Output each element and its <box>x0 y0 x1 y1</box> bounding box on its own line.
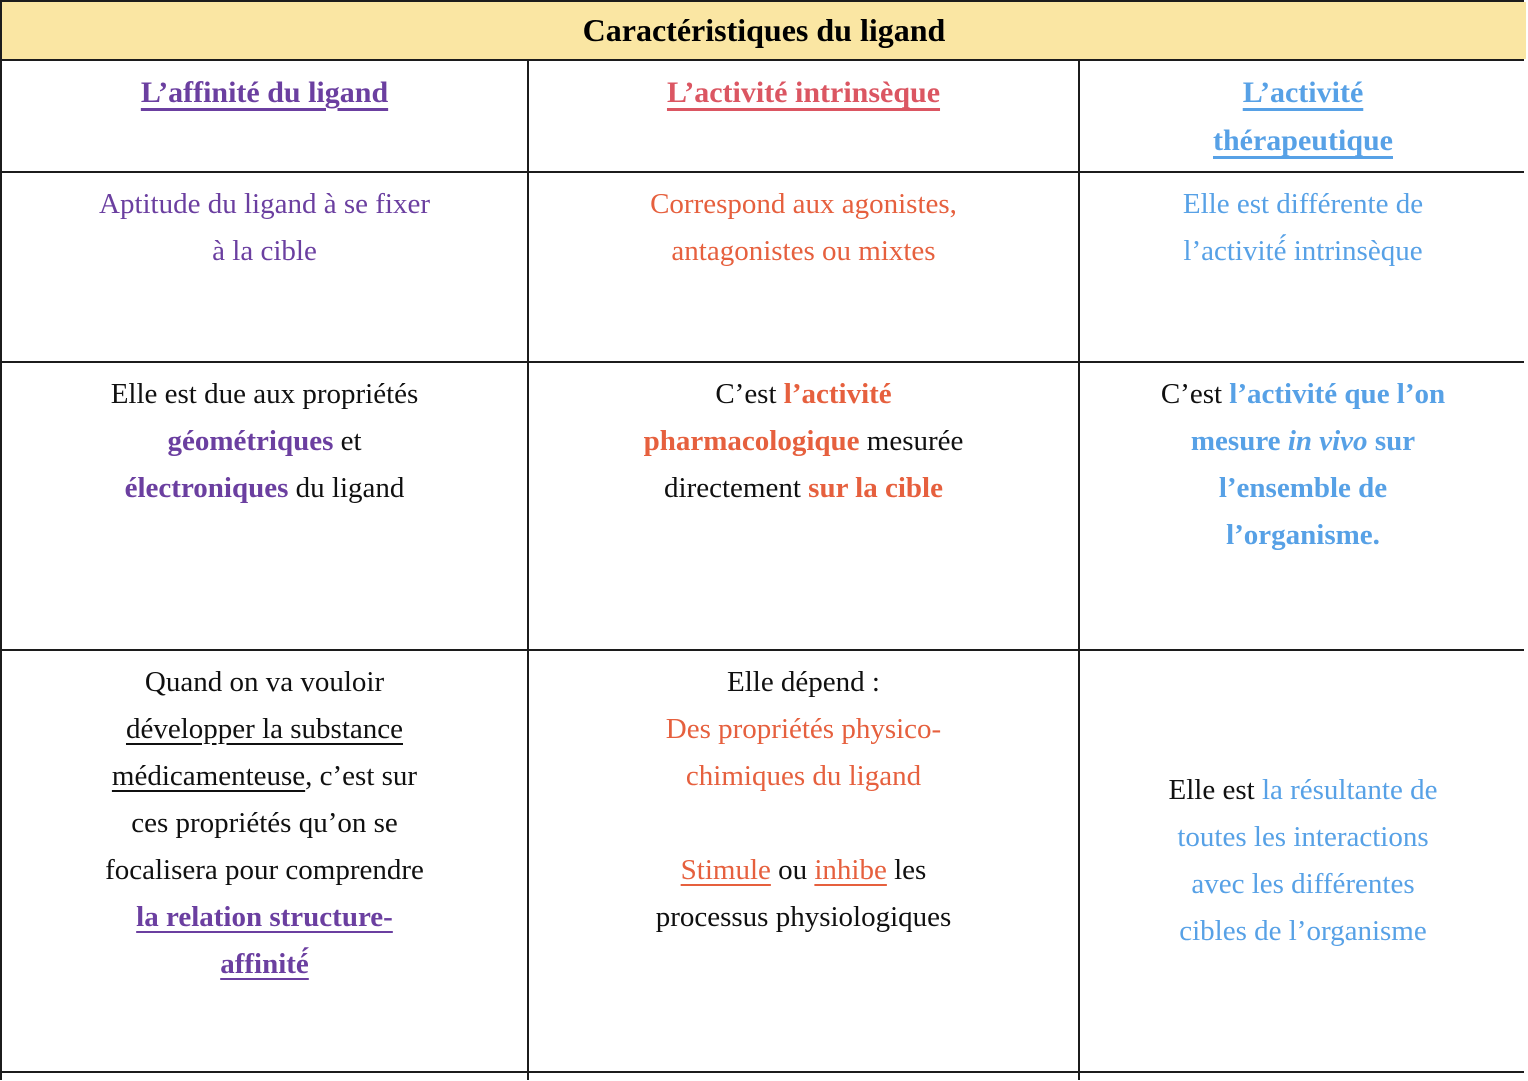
column-header-therapeutic: L’activité thérapeutique <box>1213 76 1393 157</box>
column-header-intrinsic: L’activité intrinsèque <box>666 76 941 109</box>
text-segment: Quand on va vouloir <box>144 666 385 698</box>
text-line <box>12 181 517 228</box>
text-segment: la résultante de <box>1261 774 1438 806</box>
text-line <box>1090 418 1516 465</box>
text-segment: sur <box>1367 425 1416 457</box>
text-segment: avec les différentes <box>1191 868 1415 900</box>
text-segment: sur la cible <box>808 472 943 504</box>
text-segment: directement <box>664 472 809 504</box>
text-line <box>12 941 517 988</box>
text-segment: et <box>333 425 362 457</box>
text-line <box>12 706 517 753</box>
text-line <box>1090 767 1516 814</box>
header-cell-therapeutic <box>1080 61 1526 171</box>
text-line <box>12 753 517 800</box>
text-segment: l’activité <box>783 378 892 410</box>
text-line <box>12 371 517 418</box>
text-line <box>539 753 1068 800</box>
text-segment: , c’est sur <box>305 760 418 792</box>
text-line <box>539 894 1068 941</box>
cell-affinity-definition <box>2 173 527 361</box>
cell-intrinsic-pharmacology <box>529 363 1078 649</box>
cell-therapeutic-resultant <box>1080 651 1526 1071</box>
text-line <box>1090 371 1516 418</box>
text-segment: focalisera pour comprendre <box>105 854 424 886</box>
text-line <box>12 894 517 941</box>
text-segment: Elle est <box>1168 774 1262 806</box>
text-line <box>539 418 1068 465</box>
cell-intrinsic-definition <box>529 173 1078 361</box>
text-segment: à la cible <box>212 235 317 267</box>
text-line <box>12 418 517 465</box>
text-segment: médicamenteuse <box>111 760 306 792</box>
text-segment: Elle est due aux propriétés <box>110 378 419 410</box>
text-line <box>539 659 1068 706</box>
header-cell-affinity <box>2 61 527 171</box>
text-line <box>539 371 1068 418</box>
text-segment: inhibe <box>814 854 887 886</box>
text-segment: ou <box>770 854 815 886</box>
text-segment: l’organisme. <box>1226 519 1380 551</box>
text-line <box>539 228 1068 275</box>
text-segment: géométriques <box>167 425 334 457</box>
cell-therapeutic-definition <box>1080 173 1526 361</box>
text-segment: l’activité́ intrinsèque <box>1183 235 1423 267</box>
text-segment: Correspond aux agonistes, <box>650 188 957 220</box>
text-segment: l’activité que l’on <box>1229 378 1446 410</box>
cell-intrinsic-dependencies <box>529 651 1078 1071</box>
blank-line <box>539 800 1068 847</box>
text-segment: la relation structure- <box>136 901 393 933</box>
cell-affinity-structure-relation <box>2 651 527 1071</box>
text-segment: les <box>886 854 927 886</box>
text-segment: mesurée <box>859 425 964 457</box>
text-segment: chimiques du ligand <box>685 760 922 792</box>
column-header-affinity: L’affinité du ligand <box>140 76 389 109</box>
table-title-row <box>2 2 1526 59</box>
cell-affinity-properties <box>2 363 527 649</box>
text-segment: du ligand <box>288 472 405 504</box>
text-line <box>1090 814 1516 861</box>
text-segment: antagonistes ou mixtes <box>671 235 936 267</box>
text-segment: Stimule <box>680 854 771 886</box>
table-title: Caractéristiques du ligand <box>582 12 946 48</box>
text-line <box>12 228 517 275</box>
text-line <box>1090 228 1516 275</box>
text-segment: Elle est différente de <box>1182 188 1424 220</box>
text-segment: ces propriétés qu’on se <box>131 807 398 839</box>
text-segment: processus physiologiques <box>655 901 952 933</box>
text-line <box>12 800 517 847</box>
text-segment: Aptitude du ligand à se fixer <box>99 188 430 220</box>
text-segment: Elle dépend : <box>726 666 880 698</box>
text-line <box>1090 861 1516 908</box>
text-segment: l’ensemble de <box>1218 472 1388 504</box>
text-segment: mesure <box>1190 425 1288 457</box>
text-segment: C’est <box>1160 378 1230 410</box>
text-segment: développer la substance <box>125 713 403 745</box>
text-line <box>12 465 517 512</box>
text-line <box>1090 181 1516 228</box>
text-segment: C’est <box>715 378 784 410</box>
text-segment: pharmacologique <box>643 425 860 457</box>
text-segment: électroniques <box>124 472 289 504</box>
text-segment: cibles de l’organisme <box>1179 915 1427 947</box>
text-segment: toutes les interactions <box>1177 821 1429 853</box>
text-line <box>12 659 517 706</box>
cell-therapeutic-invivo <box>1080 363 1526 649</box>
text-line <box>539 706 1068 753</box>
text-line <box>539 847 1068 894</box>
text-line <box>1090 908 1516 955</box>
text-line <box>1090 465 1516 512</box>
text-segment: in vivo <box>1287 425 1368 457</box>
text-line <box>539 181 1068 228</box>
text-line <box>1090 512 1516 559</box>
text-line <box>539 465 1068 512</box>
text-segment: Des propriétés physico- <box>665 713 942 745</box>
header-cell-intrinsic <box>529 61 1078 171</box>
text-line <box>12 847 517 894</box>
text-segment: affinité́ <box>220 948 309 980</box>
